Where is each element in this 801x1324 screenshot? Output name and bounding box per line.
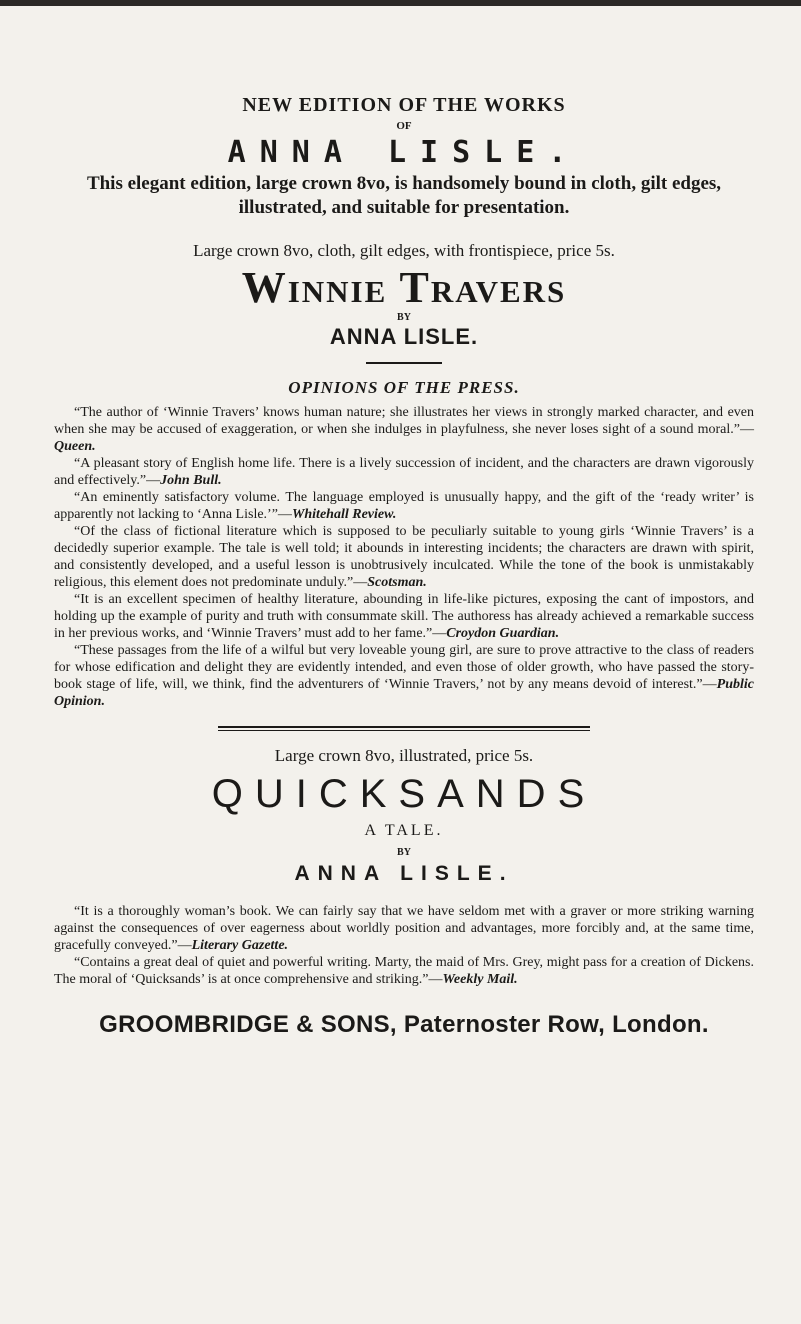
book1-author: ANNA LISLE. — [329, 324, 479, 349]
book1-title: Winnie Travers — [241, 263, 567, 312]
review-source: Croydon Guardian. — [446, 626, 560, 641]
review — [54, 591, 754, 642]
review-source: Literary Gazette. — [191, 938, 289, 953]
book2-author: ANNA LISLE. — [294, 862, 514, 885]
book2-by: BY — [397, 847, 411, 858]
book2-price-line: Large crown 8vo, illustrated, price 5s. — [274, 746, 534, 765]
review — [54, 523, 754, 591]
review — [54, 903, 754, 954]
header-author: ANNA LISLE. — [227, 135, 581, 170]
review-source: Weekly Mail. — [442, 972, 518, 987]
header-line-1: NEW EDITION OF THE WORKS — [242, 94, 566, 116]
review-text: “Contains a great deal of quiet and powerful writing. Marty, the maid of Mrs. Grey, might pass for a creation of Dickens. The moral of ‘Quicksands’ is at once comprehensive and striking.”— — [54, 955, 754, 987]
book2-subtitle: A TALE. — [364, 822, 444, 839]
book2-reviews — [54, 903, 754, 988]
edition-description: This elegant edition, large crown 8vo, is handsomely bound in cloth, gilt edges, illustrated, and suitable for presentation. — [86, 173, 722, 218]
review — [54, 489, 754, 523]
review-text: “Of the class of fictional literature which is supposed to be peculiarly suitable to young girls ‘Winnie Travers’ is a decidedly superior example. The tale is well told; it abounds in interesting incidents; the characters are drawn with spirit, and consistently developed, and a useful lesson is unobtrusively inculcated. While the tone of the book is unmistakably religious, this element does not predominate unduly.”— — [54, 524, 754, 590]
review-text: “These passages from the life of a wilful but very loveable young girl, are sure to prove attractive to the class of readers for whose edification and delight they are evidently intended, and even those of older growth, who have passed the story-book stage of life, will, we think, find the adventurers of ‘Winnie Travers,’ not by any means devoid of interest.”— — [54, 643, 754, 692]
header-of: OF — [396, 120, 412, 132]
review-text: “The author of ‘Winnie Travers’ knows human nature; she illustrates her views in strongly marked character, and even when she may be accused of exaggeration, or when she indulges in playfulness, she never loses sight of a sound moral.”— — [54, 405, 754, 437]
publisher-imprint: GROOMBRIDGE & SONS, Paternoster Row, London. — [99, 1011, 709, 1038]
review-source: Public Opinion. — [54, 677, 754, 709]
review — [54, 642, 754, 710]
review — [54, 455, 754, 489]
review-source: Scotsman. — [367, 575, 427, 590]
top-border — [0, 0, 801, 6]
review — [54, 954, 754, 988]
review-source: John Bull. — [160, 473, 222, 488]
review-text: “It is an excellent specimen of healthy literature, abounding in life-like pictures, exposing the cant of impostors, and holding up the example of purity and truth with consummate skill. The authoress has already achieved a remarkable success in her previous works, and ‘Winnie Travers’ must add to her fame.”— — [54, 592, 754, 641]
review-source: Whitehall Review. — [291, 507, 397, 522]
divider — [366, 362, 442, 364]
page-content — [54, 92, 754, 1040]
review-source: Queen. — [54, 439, 96, 454]
opinions-heading: OPINIONS OF THE PRESS. — [288, 378, 520, 397]
section-divider — [218, 726, 590, 731]
book1-price-line: Large crown 8vo, cloth, gilt edges, with frontispiece, price 5s. — [193, 241, 615, 260]
book2-title: QUICKSANDS — [211, 772, 597, 816]
book1-reviews — [54, 404, 754, 710]
review-text: “An eminently satisfactory volume. The language employed is unusually happy, and the gift of the ‘ready writer’ is apparently not lacking to ‘Anna Lisle.’”— — [54, 490, 754, 522]
review-text: “It is a thoroughly woman’s book. We can fairly say that we have seldom met with a graver or more striking warning against the consequences of over eagerness about worldly position and advantages, more forcibly and, at the same time, gracefully conveyed.”— — [54, 904, 754, 953]
review — [54, 404, 754, 455]
review-text: “A pleasant story of English home life. There is a lively succession of incident, and the characters are drawn vigorously and effectively.”— — [54, 456, 754, 488]
book1-by: BY — [397, 312, 411, 323]
